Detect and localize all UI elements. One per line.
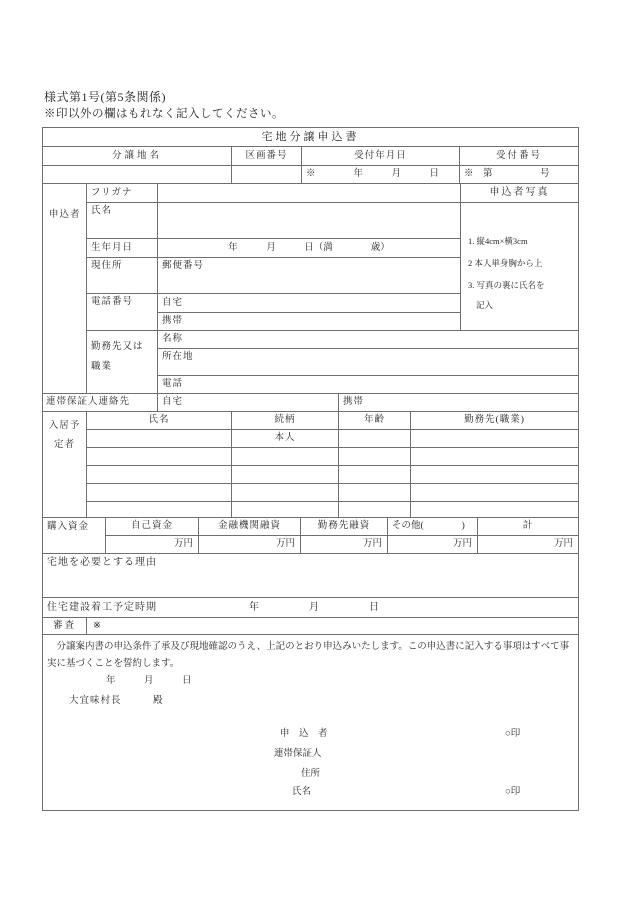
addressee-line: 大宜味村長 殿 [69,696,164,706]
construction-start-row [43,598,579,618]
resident-relation-cell [232,448,339,466]
reception-date-field: ※ 年 月 日 [302,166,460,184]
resident-label-spacer [43,502,87,518]
phone-label: 電話番号 [87,294,158,331]
photo-box-header: 申込者写真 [461,184,579,203]
guarantor-name-label: 氏名 [292,787,312,797]
work-phone-field: 電話 [158,376,579,394]
reason-field: 宅地を必要とする理由 [43,554,579,598]
phone-home-field: 自宅 [158,294,461,313]
name-label: 氏名 [87,203,158,239]
parcel-number-header: 区画番号 [232,147,302,166]
birthdate-field: 年 月 日（満 歳） [158,239,461,258]
resident-age-cell [339,430,411,448]
photo-note-1: 1. 縦4cm×横3cm [468,236,528,246]
construction-start-label: 住宅建設着工予定時期 [47,602,157,613]
form-title: 宅地分譲申込書 [43,128,579,147]
applicant-section-label: 申込者 [43,184,87,394]
funds-employer-amount: 万円 [301,536,388,554]
parcel-number-field [232,166,302,184]
pledge-signature-area [43,635,579,811]
funds-employer-header: 勤務先融資 [301,518,388,536]
resident-age-cell [339,484,411,502]
phone-mobile-field: 携帯 [158,313,461,331]
resident-name-cell [87,484,232,502]
pledge-date-line: 年 月 日 [106,676,192,686]
guarantor-seal-mark: ○印 [505,787,521,797]
applicant-seal-mark: ○印 [505,729,521,739]
funds-total-amount: 万円 [478,536,579,554]
reception-number-header: 受付番号 [460,147,579,166]
guarantor-signature-label: 連帯保証人 [274,749,322,759]
resident-work-cell [411,484,579,502]
guarantor-contact-label: 連帯保証人連絡先 [43,394,158,412]
funds-total-header: 計 [478,518,579,536]
furigana-label: フリガナ [87,184,158,203]
resident-name-cell [87,448,232,466]
resident-work-cell [411,430,579,448]
resident-relation-cell [232,484,339,502]
residents-header-age: 年齢 [339,412,411,430]
resident-age-cell [339,448,411,466]
residents-section-label: 入居予定者 [43,412,87,518]
workplace-label: 勤務先又は職業 [87,331,158,394]
form-number: 様式第1号(第5条関係) [44,90,166,104]
fill-instruction-note: ※印以外の欄はもれなく記入してください。 [44,108,284,120]
photo-note-3: 3. 写真の裏に氏名を [468,280,545,290]
resident-relation-cell [232,502,339,518]
resident-name-cell [87,466,232,484]
funds-own-amount: 万円 [106,536,199,554]
lot-name-header: 分譲地名 [43,147,232,166]
work-name-field: 名称 [158,331,579,349]
birthdate-label: 生年月日 [87,239,158,258]
resident-name-cell [87,502,232,518]
funds-bank-amount: 万円 [199,536,301,554]
funds-other-amount: 万円 [388,536,478,554]
resident-name-cell [87,430,232,448]
resident-relation-cell [232,466,339,484]
funds-bank-header: 金融機関融資 [199,518,301,536]
resident-work-cell [411,448,579,466]
address-field: 郵便番号 [158,258,461,294]
photo-note-4: 記入 [476,300,494,310]
photo-notes [461,203,579,331]
residents-header-name: 氏名 [87,412,232,430]
review-label: 審査 [43,618,87,635]
reception-number-field: ※ 第 号 [460,166,579,184]
residents-header-work: 勤務先(職業) [411,412,579,430]
resident-work-cell [411,466,579,484]
applicant-signature-label: 申 込 者 [280,729,328,739]
photo-note-2: 2 本人単身胸から上 [468,258,543,268]
address-label: 現住所 [87,258,158,294]
funds-section-label: 購入資金 [43,518,106,554]
resident-relation-self: 本人 [232,430,339,448]
resident-age-cell [339,466,411,484]
reception-date-header: 受付年月日 [302,147,460,166]
resident-age-cell [339,502,411,518]
application-form-table [42,127,579,811]
funds-own-header: 自己資金 [106,518,199,536]
guarantor-mobile-field: 携帯 [339,394,579,412]
furigana-field [158,184,461,203]
review-field: ※ [87,618,579,635]
lot-name-field [43,166,232,184]
residents-header-relation: 続柄 [232,412,339,430]
guarantor-address-label: 住所 [301,769,321,779]
name-field [158,203,461,239]
work-address-field: 所在地 [158,349,579,376]
resident-work-cell [411,502,579,518]
funds-other-header: その他( ) [388,518,478,536]
guarantor-home-field: 自宅 [158,394,339,412]
pledge-text: 分譲案内書の申込条件了承及び現地確認のうえ、上記のとおり申込みいたします。この申込書に記入する事項はすべて事実に基づくことを誓約します。 [47,642,570,669]
construction-start-value: 年 月 日 [249,602,379,613]
